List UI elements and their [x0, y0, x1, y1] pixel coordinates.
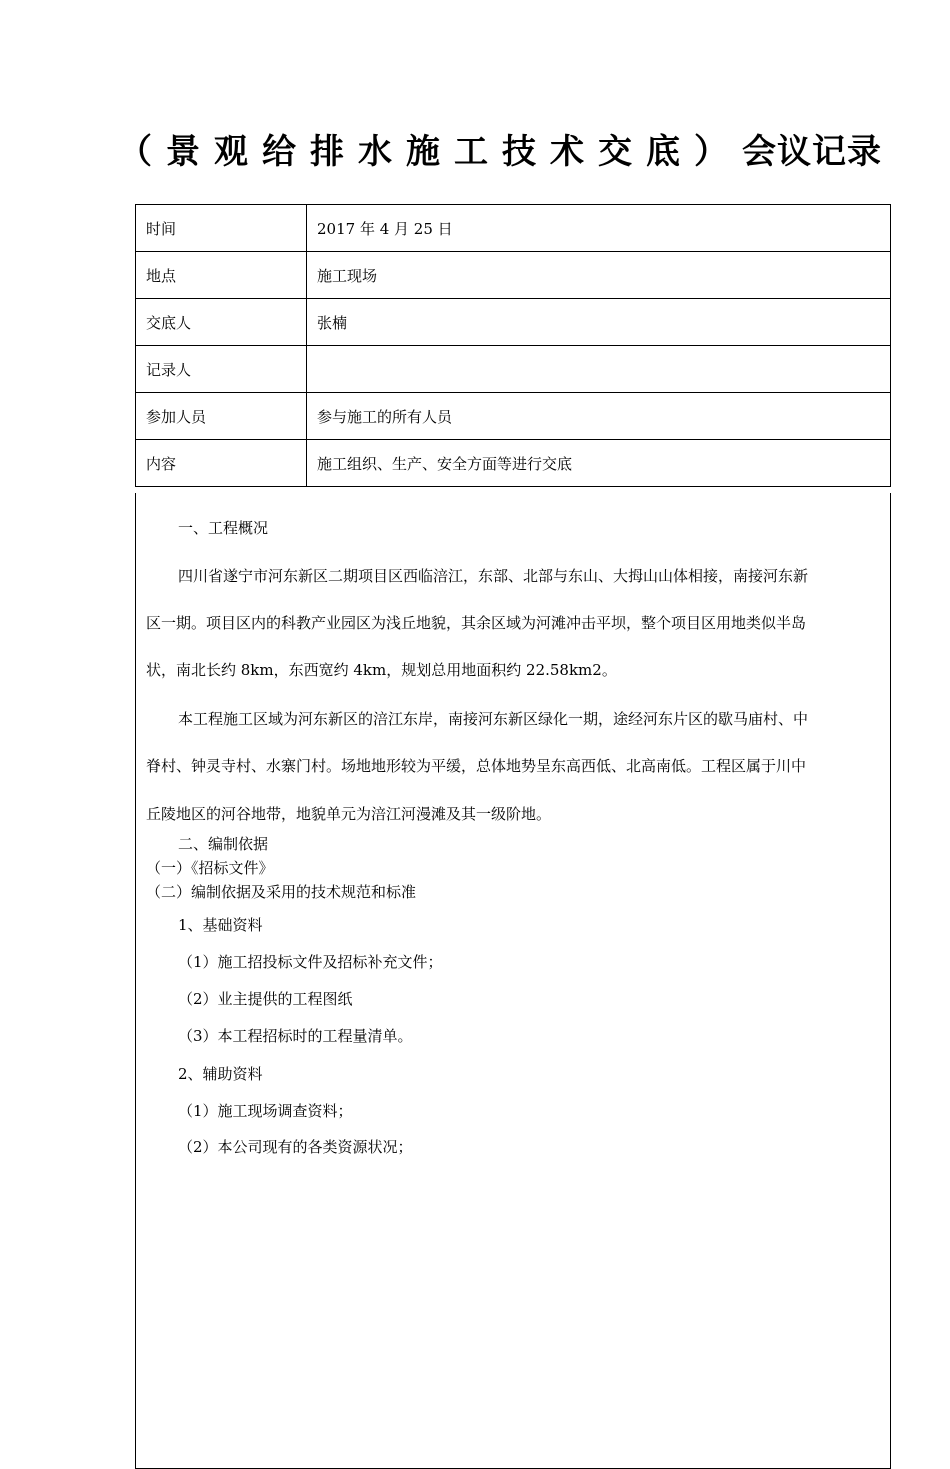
- list-item: （3）本工程招标时的工程量清单。: [178, 1027, 413, 1045]
- content-body: [135, 493, 891, 1469]
- table-row: [136, 205, 891, 252]
- aux-materials-heading: 2、辅助资料: [178, 1065, 263, 1083]
- time-label: 时间: [136, 205, 307, 252]
- table-row: [136, 440, 891, 487]
- section-heading-basis: 二、编制依据: [178, 835, 269, 853]
- subsection-standards: （二）编制依据及采用的技术规范和标准: [146, 883, 417, 901]
- table-row: [136, 393, 891, 440]
- table-row: [136, 252, 891, 299]
- title-main: （景观给排水施工技术交底）: [118, 132, 742, 172]
- list-item: （1）施工现场调查资料；: [178, 1102, 353, 1120]
- presenter-value: 张楠: [307, 299, 891, 346]
- basic-materials-heading: 1、基础资料: [178, 916, 263, 934]
- recorder-value: [307, 346, 891, 393]
- meeting-info-table: [135, 204, 891, 487]
- table-row: [136, 346, 891, 393]
- list-item: （2）本公司现有的各类资源状况；: [178, 1138, 413, 1156]
- recorder-label: 记录人: [136, 346, 307, 393]
- time-value: 2017 年 4 月 25 日: [307, 205, 891, 252]
- list-item: （1）施工招投标文件及招标补充文件；: [178, 953, 443, 971]
- attendees-value: 参与施工的所有人员: [307, 393, 891, 440]
- attendees-label: 参加人员: [136, 393, 307, 440]
- location-label: 地点: [136, 252, 307, 299]
- location-value: 施工现场: [307, 252, 891, 299]
- presenter-label: 交底人: [136, 299, 307, 346]
- overview-line: 丘陵地区的河谷地带，地貌单元为涪江河漫滩及其一级阶地。: [146, 805, 552, 823]
- table-row: [136, 299, 891, 346]
- overview-line: 状，南北长约 8km，东西宽约 4km，规划总用地面积约 22.58km2。: [146, 661, 617, 679]
- overview-line: 四川省遂宁市河东新区二期项目区西临涪江，东部、北部与东山、大拇山山体相接，南接河东新: [178, 567, 809, 585]
- list-item: （2）业主提供的工程图纸: [178, 990, 353, 1008]
- overview-line: 本工程施工区域为河东新区的涪江东岸，南接河东新区绿化一期，途经河东片区的歇马庙村、中: [178, 710, 809, 728]
- title-tail: 会议记录: [742, 132, 882, 172]
- content-label: 内容: [136, 440, 307, 487]
- document-title: [0, 124, 950, 173]
- overview-line: 区一期。项目区内的科教产业园区为浅丘地貌，其余区域为河滩冲击平坝，整个项目区用地类似半岛: [146, 614, 807, 632]
- content-value: 施工组织、生产、安全方面等进行交底: [307, 440, 891, 487]
- overview-line: 脊村、钟灵寺村、水寨门村。场地地形较为平缓，总体地势呈东高西低、北高南低。工程区属于川中: [146, 757, 807, 775]
- section-heading-overview: 一、工程概况: [178, 519, 269, 537]
- subsection-tender: （一）《招标文件》: [146, 859, 274, 877]
